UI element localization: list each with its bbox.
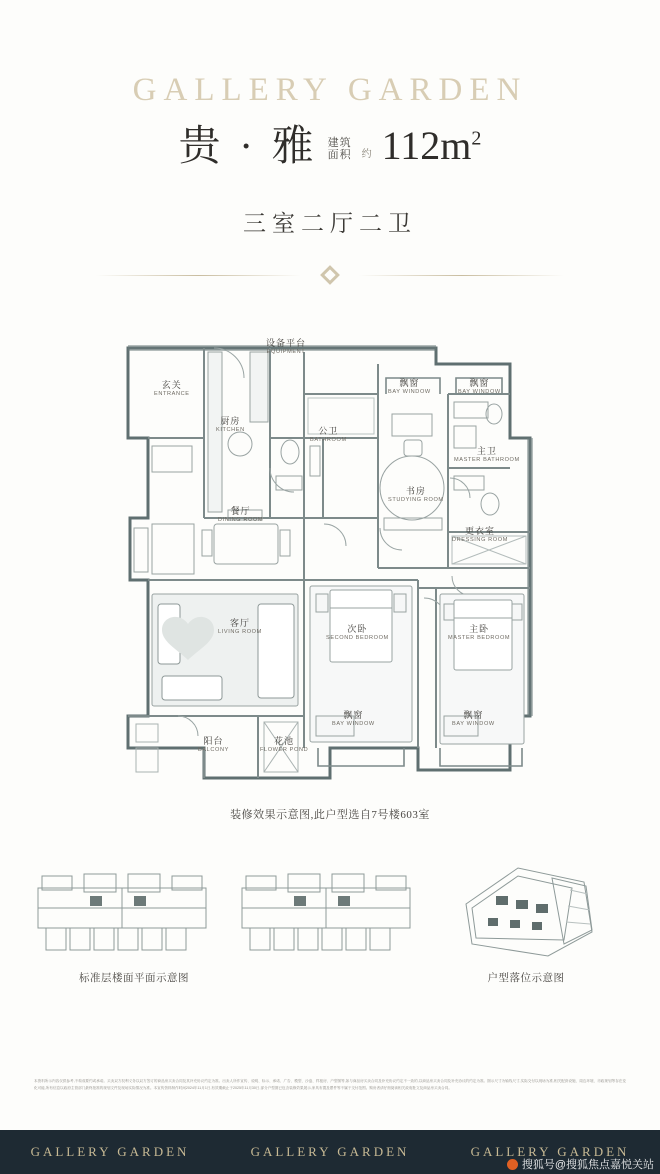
watermark-text: 搜狐号@搜狐焦点嘉悦关站: [521, 1159, 654, 1171]
footer-brand-1: GALLERY GARDEN: [30, 1144, 190, 1159]
room-name-en: SECOND BEDROOM: [326, 635, 389, 642]
room-name-cn: 餐厅: [230, 506, 251, 516]
room-name-en: BAY WINDOW: [458, 389, 501, 396]
area-label: [328, 137, 352, 168]
room-name-en: STUDYING ROOM: [388, 497, 444, 504]
room-name-en: BATHROOM: [310, 437, 347, 444]
room-name-cn: 飘窗: [399, 378, 420, 388]
room-name-cn: 次卧: [347, 624, 368, 634]
sohu-logo-icon: [507, 1159, 518, 1170]
room-name-en: BAY WINDOW: [388, 389, 431, 396]
brand-wordmark: GALLERY GARDEN: [132, 72, 528, 108]
room-name-en: BAY WINDOW: [332, 721, 375, 728]
room-name-en: BAY WINDOW: [452, 721, 495, 728]
diagram-row: [0, 856, 660, 984]
standard-floor-caption: 标准层楼面平面示意图: [79, 973, 189, 984]
room-name-en: DRESSING ROOM: [452, 537, 508, 544]
diamond-icon: [320, 265, 340, 285]
room-name-cn: 飘窗: [343, 710, 364, 720]
room-name-en: FLOWER POND: [260, 747, 309, 754]
room-name-cn: 玄关: [161, 380, 182, 390]
room-name-en: BALCONY: [198, 747, 229, 754]
room-name-cn: 公卫: [318, 426, 339, 436]
area-label-line2: 面积: [327, 149, 352, 162]
divider-line-right: [359, 275, 564, 276]
footer-brand-3: GALLERY GARDEN: [440, 1144, 660, 1160]
room-name-en: KITCHEN: [216, 427, 245, 434]
area-unit: m: [440, 123, 472, 168]
site-location-diagram: [452, 860, 598, 966]
area-unit-exponent: 2: [471, 127, 482, 150]
room-name-cn: 主卫: [476, 446, 497, 456]
room-name-cn: 飘窗: [469, 378, 490, 388]
page-title: 贵 · 雅: [178, 124, 318, 170]
title-row: [0, 123, 660, 170]
watermark: [507, 1156, 654, 1172]
room-name-en: EQUIPMENT: [266, 349, 306, 356]
room-name-en: MASTER BATHROOM: [454, 457, 520, 464]
page-subtitle: 三室二厅二卫: [243, 211, 417, 236]
floor-plan-note: 装修效果示意图,此户型选自7号楼603室: [230, 809, 430, 821]
room-name-cn: 阳台: [203, 736, 224, 746]
floor-plan: [118, 318, 542, 788]
divider-line-left: [96, 275, 301, 276]
room-name-cn: 飘窗: [463, 710, 484, 720]
room-name-en: MASTER BEDROOM: [448, 635, 511, 642]
room-name-en: LIVING ROOM: [218, 629, 262, 636]
room-name-cn: 设备平台: [266, 338, 307, 348]
area-number: 112: [381, 123, 441, 168]
room-name-cn: 花池: [274, 736, 295, 746]
site-location-caption: 户型落位示意图: [487, 973, 565, 984]
room-name-cn: 更衣室: [464, 526, 495, 536]
room-name-en: ENTRANCE: [154, 391, 190, 398]
room-name-cn: 书房: [405, 486, 426, 496]
standard-floor-diagram-right: [236, 868, 416, 964]
room-name-cn: 客厅: [229, 618, 250, 628]
standard-floor-diagram-left: [32, 868, 212, 964]
room-name-en: DINING ROOM: [218, 517, 264, 524]
ornamental-divider: [96, 268, 564, 282]
area-approx: 约: [361, 149, 372, 160]
area-label-line1: 建筑: [327, 136, 352, 149]
room-name-cn: 主卧: [469, 624, 490, 634]
room-name-cn: 厨房: [220, 416, 241, 426]
floor-plan-drawing: [118, 318, 542, 788]
legal-disclaimer: 本资料所示内容仅供参考,不构成要约或承诺。买卖双方权利义务以双方签订的商品房买卖合同及其补充协议约定为准。出卖人所作宣传、说明、标示、承诺、广告、模型、沙盘、样板房、户型图等,如与商品房买卖合同及补充协议约定不一致的,以商品房买卖合同及补充协议的约定为准。图示尺寸为轴线尺寸,实际交付以现场为准,相关配套设施、周边环境、市政规划等存在变化可能,所有信息以政府主管部门最终批准的规划文件及现场实际情况为准。本宣传资料制作时间2024年11月1日,有效期截止于2025年11月30日,部分户型图已包含装修效果展示,家具布置及摆件等不属于交付范围。购房者请仔细阅读相关政府批文及商品房买卖合同。: [34, 1079, 626, 1090]
footer-brand-2: GALLERY GARDEN: [220, 1144, 440, 1160]
area-value: [381, 123, 482, 168]
